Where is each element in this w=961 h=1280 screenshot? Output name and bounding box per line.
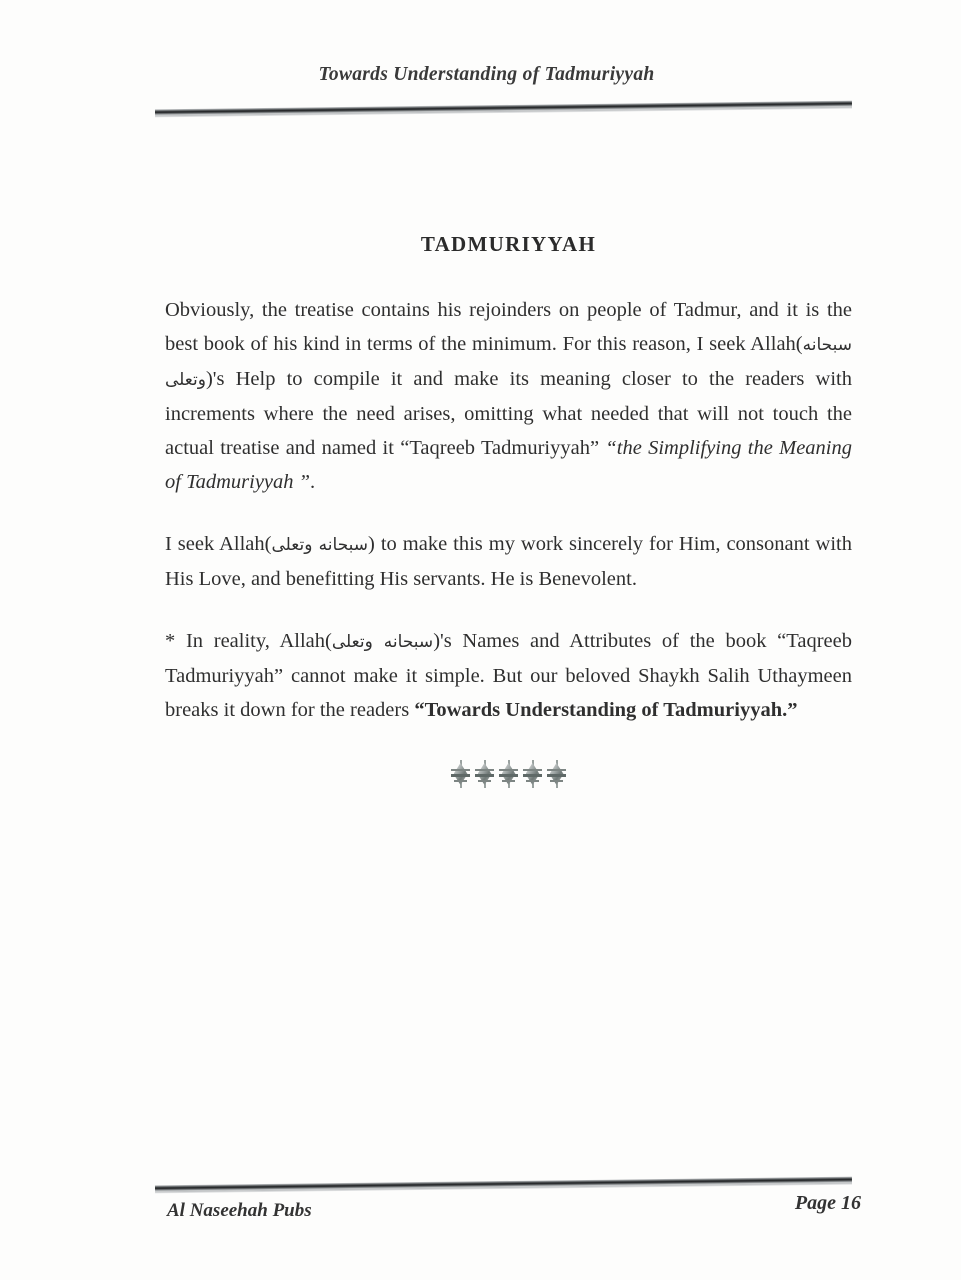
page-header [0,64,961,124]
bold-phrase: “Towards Understanding of Tadmuriyyah.” [414,699,798,721]
section-title: TADMURIYYAH [420,232,597,256]
text-run: Obviously, the treatise contains his rejoinders on people of Tadmur, and it is the best book of his kind in terms of the minimum. For this reason, I seek Allah( [165,299,852,355]
diamond-ornament-icon [547,759,566,789]
text-run: I seek Allah( [165,533,272,555]
page-content [165,232,852,791]
text-run: )'s Help to compile it and make its meaning closer to the readers with increments where the need arises, omitting what needed that will not touch the actual treatise and named it “Taqreeb Tadmuriyyah” [165,368,852,459]
body-paragraph-2 [165,527,852,596]
header-rule [155,98,852,121]
running-header-title: Towards Understanding of Tadmuriyyah [318,64,655,85]
footer-rule [155,1174,852,1197]
footer-publisher: Al Naseehah Pubs [167,1200,312,1221]
diamond-ornament-icon [451,759,470,789]
text-run: . [310,471,316,493]
diamond-ornament-icon [475,759,494,789]
body-paragraph-3 [165,624,852,727]
arabic-honorific: سبحانه وتعلى [165,335,852,390]
arabic-honorific: سبحانه وتعلى [331,632,434,652]
page-footer [0,1178,961,1238]
arabic-honorific: سبحانه وتعلى [271,535,369,555]
text-run: * In reality, Allah( [165,630,332,652]
text-run: ) to make this my work sincerely for Him, consonant with His Love, and benefitting His servants. He is Benevolent. [165,533,852,590]
italic-phrase: “the Simplifying the Meaning of Tadmuriyyah ” [165,437,852,493]
diamond-divider-ornament [165,757,852,791]
body-paragraph-1 [165,293,852,499]
diamond-ornament-icon [523,759,542,789]
diamond-ornament-icon [499,759,518,789]
text-run: )'s Names and Attributes of the book “Taqreeb Tadmuriyyah” cannot make it simple. But our beloved Shaykh Salih Uthaymeen breaks it down for the readers [165,630,852,721]
footer-page-number: Page 16 [794,1192,861,1214]
